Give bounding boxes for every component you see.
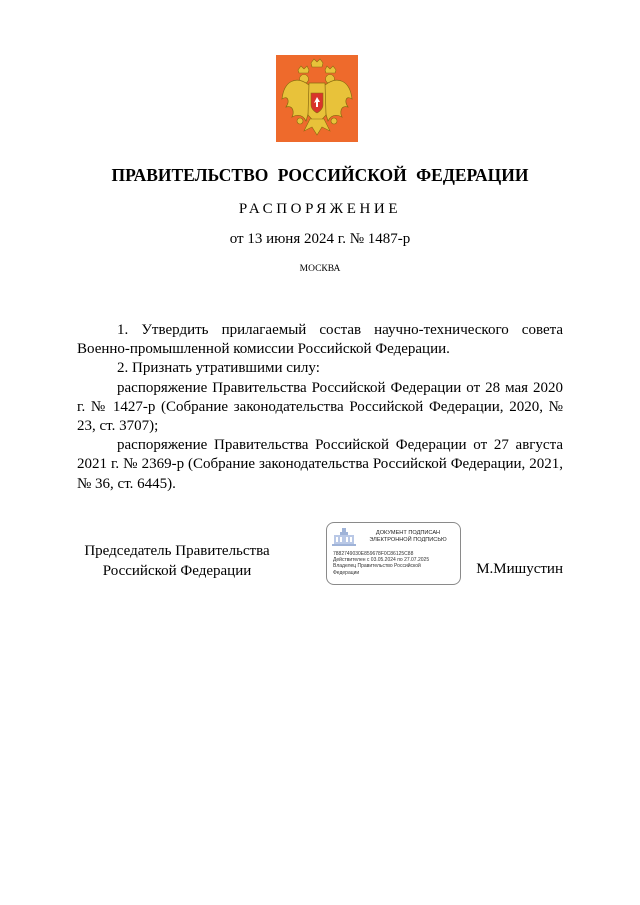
body-paragraph: распоряжение Правительства Российской Федерации от 27 августа 2021 г. № 2369-р (Собрание законодательства Российской Федерации, 2021, № 36, ст. 6445). — [77, 437, 563, 492]
government-title: ПРАВИТЕЛЬСТВО РОССИЙСКОЙ ФЕДЕРАЦИИ — [111, 165, 529, 185]
document-date-number: от 13 июня 2024 г. № 1487-р — [229, 231, 411, 247]
stamp-title — [357, 530, 459, 544]
e-signature-stamp — [326, 522, 461, 585]
document-city: МОСКВА — [299, 264, 341, 274]
document-body — [77, 321, 563, 494]
signer-title-line: Председатель Правительства — [84, 543, 270, 559]
stamp-title-line: ЭЛЕКТРОННОЙ ПОДПИСЬЮ — [369, 537, 447, 543]
body-paragraph: 2. Признать утратившими силу: — [117, 360, 320, 377]
signer-title — [77, 541, 277, 581]
stamp-owner: Федерации — [333, 569, 360, 576]
stamp-certificate: 7882749030E859678F0C86125C88 — [333, 551, 414, 557]
stamp-title-line: ДОКУМЕНТ ПОДПИСАН — [375, 530, 441, 536]
government-building-icon — [332, 528, 356, 546]
signer-title-line: Российской Федерации — [102, 563, 252, 579]
russian-coat-of-arms-icon — [276, 55, 358, 142]
document-type: РАСПОРЯЖЕНИЕ — [238, 201, 402, 217]
signer-name: М.Мишустин — [476, 561, 563, 577]
stamp-details — [333, 551, 459, 576]
stamp-owner: Владелец Правительство Российской — [333, 563, 421, 570]
stamp-validity: Действителен с 03.05.2024 по 27.07.2025 — [333, 557, 430, 564]
body-paragraph: 1. Утвердить прилагаемый состав научно-технического совета Военно-промышленной комиссии Российской Федерации. — [77, 322, 563, 358]
body-paragraph: распоряжение Правительства Российской Федерации от 28 мая 2020 г. № 1427-р (Собрание законодательства Российской Федерации, 2020, № 23, ст. 3707); — [77, 379, 563, 435]
